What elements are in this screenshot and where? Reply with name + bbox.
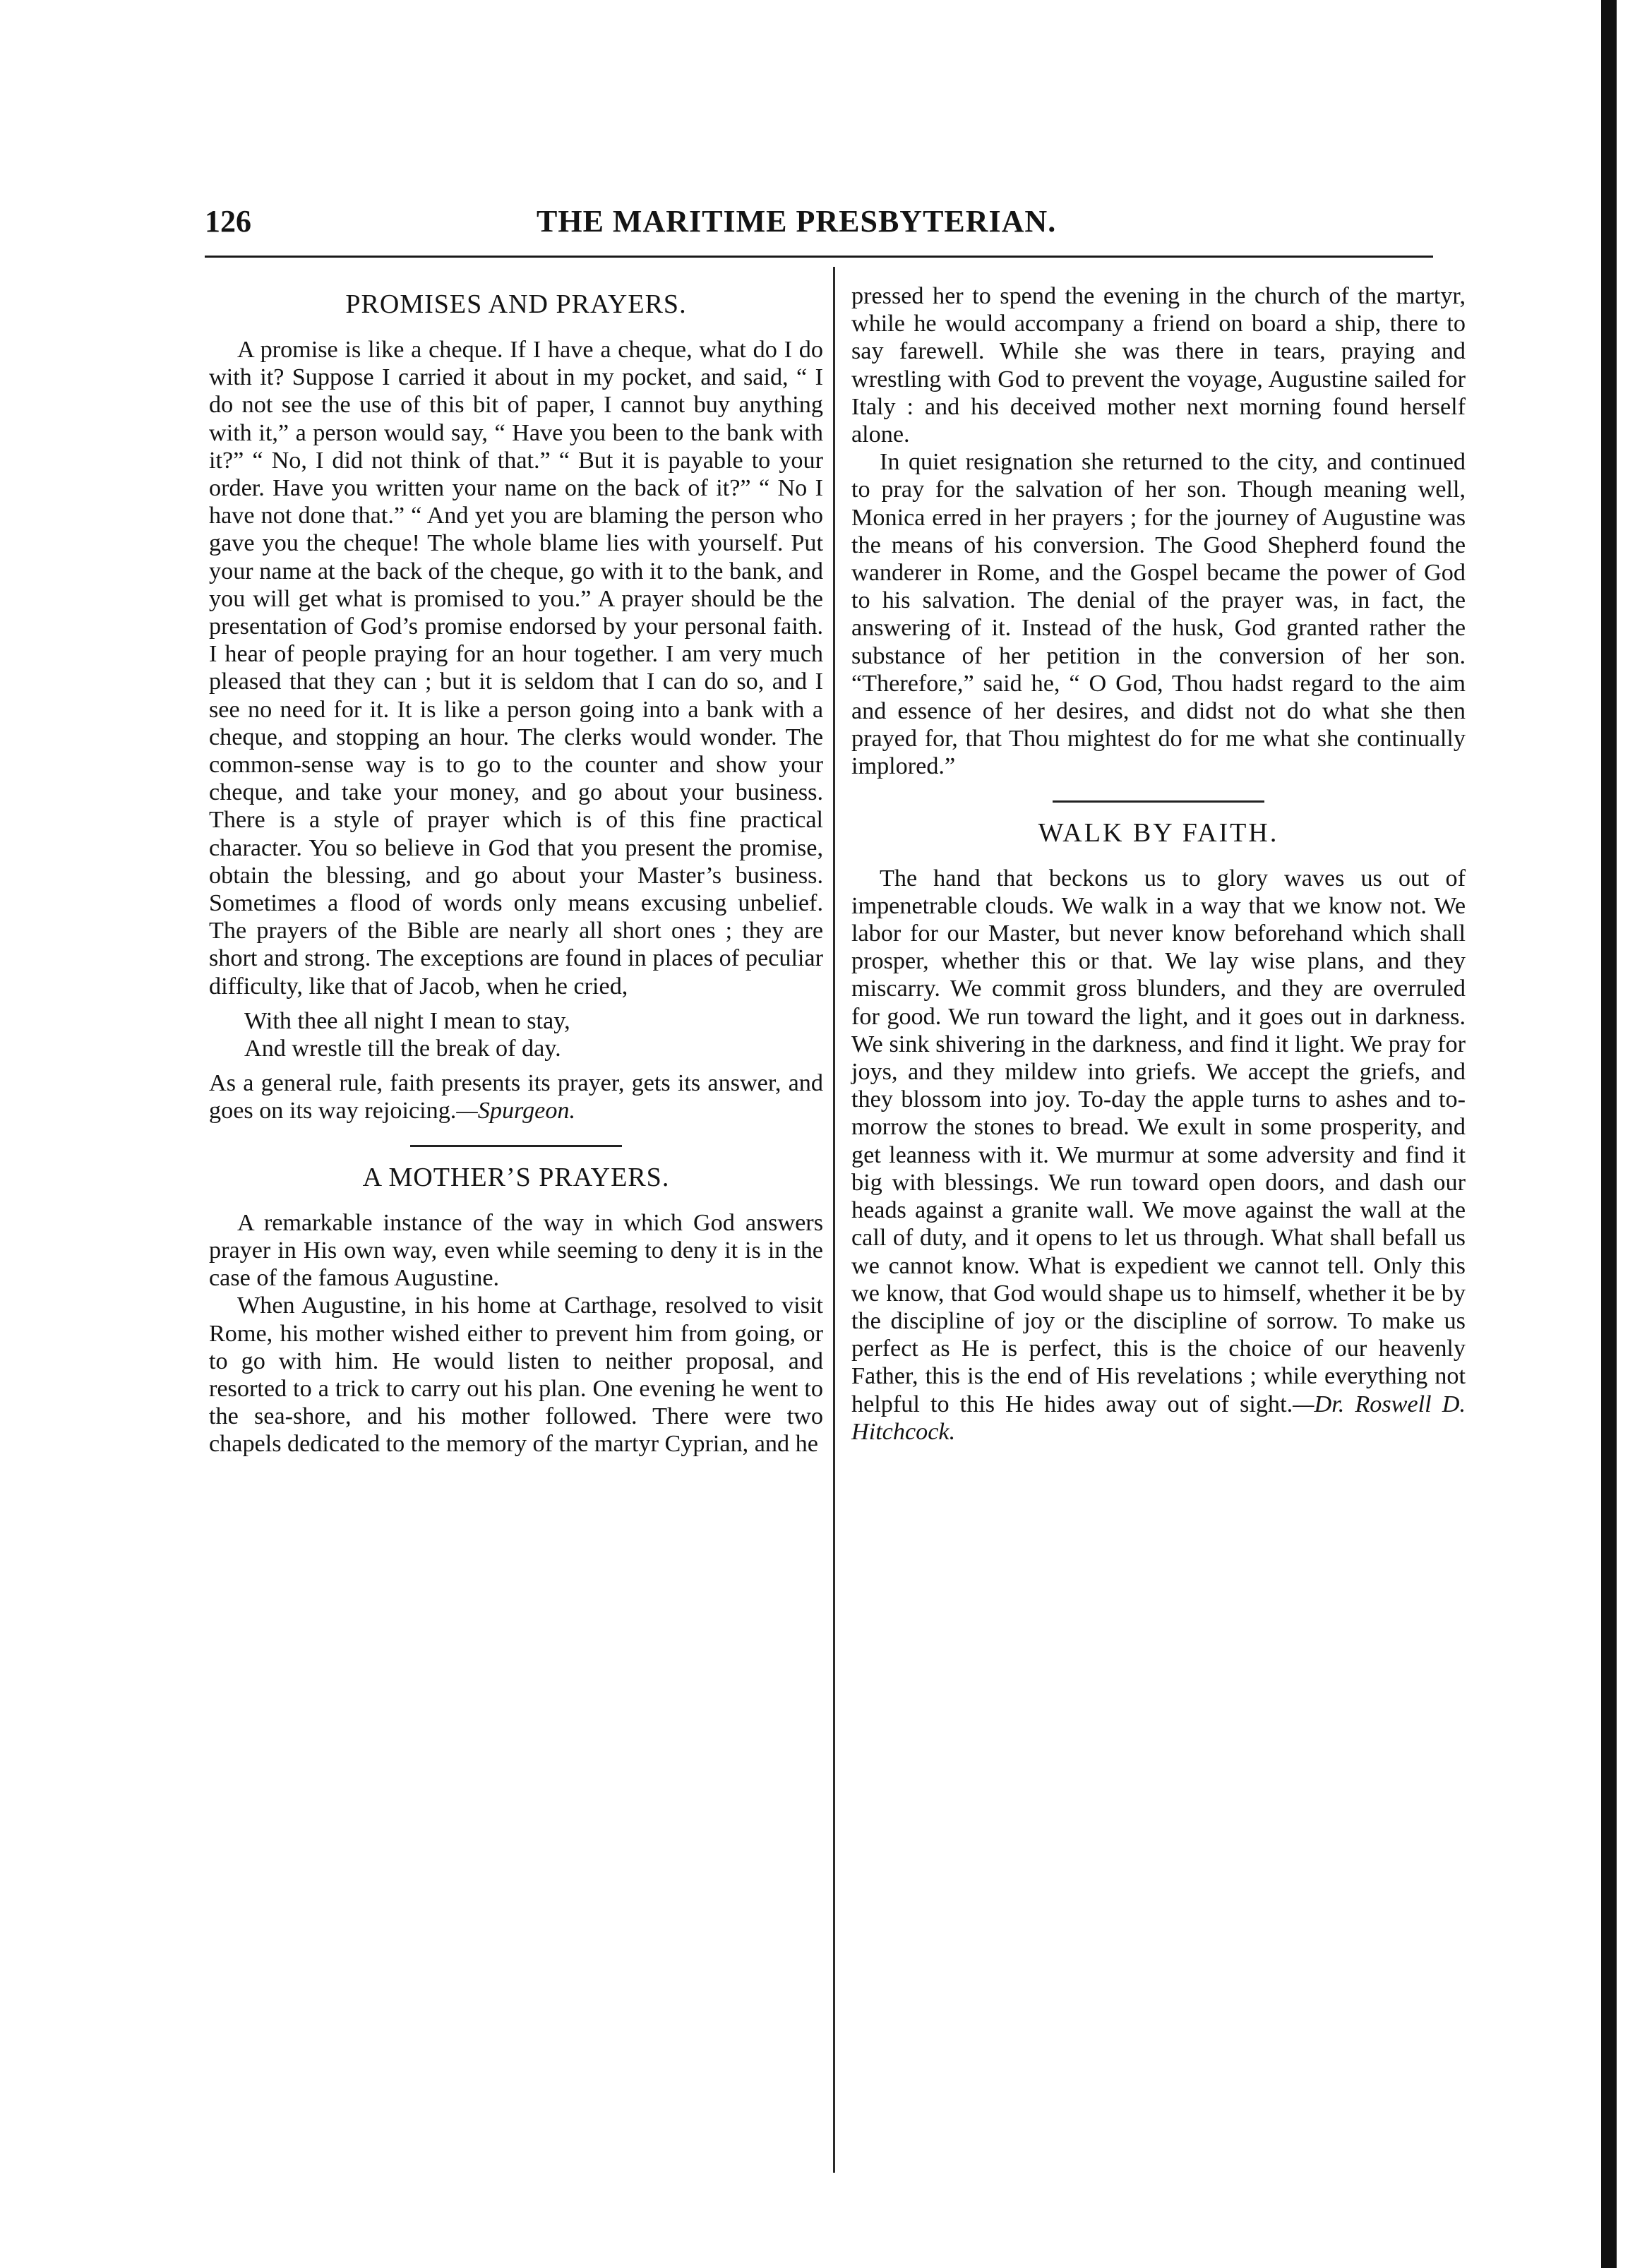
- section-divider: [1053, 800, 1264, 803]
- right-column: [851, 282, 1466, 1446]
- poem-quote: [244, 1007, 823, 1062]
- article-a-mothers-prayers: [209, 1161, 823, 1458]
- article-a-mothers-prayers-continued: [851, 282, 1466, 781]
- poem-line: With thee all night I mean to stay,: [244, 1007, 570, 1034]
- article-paragraph: [209, 1069, 823, 1124]
- article-title: WALK BY FAITH.: [1038, 817, 1279, 848]
- article-promises-and-prayers: [209, 288, 823, 1125]
- article-walk-by-faith: [851, 817, 1466, 1446]
- article-title: A MOTHER’S PRAYERS.: [362, 1162, 670, 1192]
- article-paragraph: A promise is like a cheque. If I have a cheque, what do I do with it? Suppose I carried it about in my pocket, and said, “ I do not see the use of this bit of paper, I cannot buy anything with it,” a person would say, “ Have you been to the bank with it?” “ No, I did not think of that.” “ But it is payable to your order. Have you written your name on the back of it?” “ No I have not done that.” “ And yet you are blaming the person who gave you the cheque! The whole blame lies with yourself. Put your name at the back of the cheque, go with it to the bank, and you will get what is promised to you.” A prayer should be the presentation of God’s promise endorsed by your personal faith. I hear of people praying for an hour together. I am very much pleased that they can ; but it is seldom that I can do so, and I see no need for it. It is like a person going into a bank with a cheque, and stopping an hour. The clerks would wonder. The common-sense way is to go to the counter and show your cheque, and take your money, and go about your business. There is a style of prayer which is of this fine practical character. You so believe in God that you present the promise, obtain the blessing, and go about your Master’s business. Sometimes a flood of words only means excusing unbelief. The prayers of the Bible are nearly all short ones ; they are short and strong. The exceptions are found in places of peculiar difficulty, like that of Jacob, when he cried,: [209, 337, 823, 1000]
- running-head-title: THE MARITIME PRESBYTERIAN.: [537, 204, 1057, 239]
- article-paragraph: A remarkable instance of the way in which God answers prayer in His own way, even while seeming to deny it is in the case of the famous Augustine.: [209, 1209, 823, 1292]
- left-column: [209, 282, 823, 1458]
- article-paragraph: When Augustine, in his home at Carthage, resolved to visit Rome, his mother wished either to prevent him from going, or to go with him. He would listen to neither proposal, and resorted to a trick to carry out his plan. One evening he went to the sea-shore, and his mother followed. There were two chapels dedicated to the memory of the martyr Cyprian, and he: [209, 1292, 823, 1458]
- article-paragraph: [851, 865, 1466, 1446]
- page-number: 126: [205, 204, 251, 239]
- poem-line: And wrestle till the break of day.: [244, 1036, 561, 1062]
- scan-edge-bar: [1601, 0, 1617, 2268]
- attribution: —Dr. Roswell D. Hitchcock.: [851, 1391, 1466, 1445]
- paragraph-text: As a general rule, faith presents its prayer, gets its answer, and goes on its way rejoicing.: [209, 1070, 823, 1124]
- section-divider: [410, 1145, 622, 1147]
- article-paragraph: In quiet resignation she returned to the city, and continued to pray for the salvation of her son. Though meaning well, Monica erred in her prayers ; for the journey of Augustine was the means of his conversion. The Good Shepherd found the wanderer in Rome, and the Gospel became the power of God to his salvation. The denial of the prayer was, in fact, the answering of it. Instead of the husk, God granted rather the substance of her petition in the conversion of her son. “Therefore,” said he, “ O God, Thou hadst regard to the aim and essence of her desires, and didst not do what she then prayed for, that Thou mightest do for me what she continually implored.”: [851, 449, 1466, 780]
- article-title: PROMISES AND PRAYERS.: [345, 289, 687, 319]
- column-divider: [833, 267, 835, 2173]
- article-paragraph: pressed her to spend the evening in the church of the martyr, while he would accompany a friend on board a ship, there to say farewell. While she was there in tears, praying and wrestling with God to prevent the voyage, Augustine sailed for Italy : and his deceived mother next morning found herself alone.: [851, 283, 1466, 448]
- paragraph-text: The hand that beckons us to glory waves us out of impenetrable clouds. We walk in a way that we know not. We labor for our Master, but never know beforehand which shall prosper, whether this or that. We lay wise plans, and they miscarry. We commit gross blunders, and they are overruled for good. We run toward the light, and it goes out in darkness. We sink shivering in the darkness, and find it light. We pray for joys, and they mildew into griefs. We accept the griefs, and they blossom into joy. To-day the apple turns to ashes and to-morrow the stones to bread. We exult in some prosperity, and get leanness with it. We murmur at some adversity and find it big with blessings. We run toward open doors, and dash our heads against a granite wall. We move against the wall at the call of duty, and it opens to let us through. What shall befall us we cannot know. What is expedient we cannot tell. Only this we know, that God would shape us to himself, whether it be by the discipline of joy or the discipline of sorrow. To make us perfect as He is perfect, this is the choice of our heavenly Father, this is the end of His revelations ; while everything not helpful to this He hides away out of sight.: [851, 865, 1466, 1417]
- header-rule: [205, 256, 1433, 258]
- attribution: —Spurgeon.: [456, 1098, 576, 1124]
